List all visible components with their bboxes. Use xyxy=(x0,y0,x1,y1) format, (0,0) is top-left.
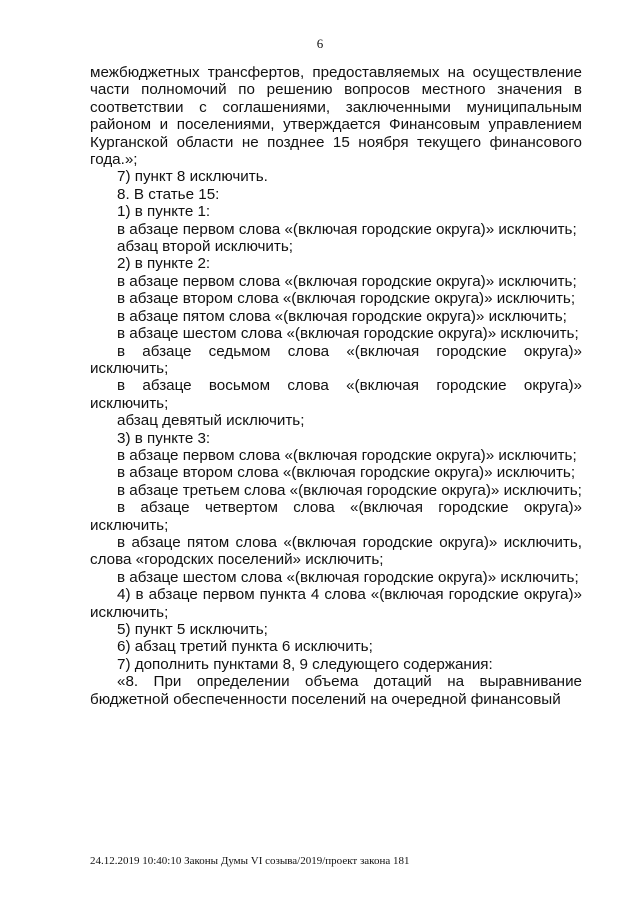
paragraph: 7) дополнить пунктами 8, 9 следующего содержания: xyxy=(117,655,493,673)
paragraph: в абзаце втором слова «(включая городские округа)» исключить; xyxy=(117,290,576,308)
paragraph: 7) пункт 8 исключить. xyxy=(117,168,268,186)
document-body xyxy=(90,64,582,708)
paragraph: межбюджетных трансфертов, предоставляемых на осуществление части полномочий по решению вопросов местного значения в соответствии с соглашениями, заключенными муниципальным районом и поселениями, утверждается Финансовым управлением Курганской области не позднее 15 ноября текущего финансового года.»; xyxy=(90,64,582,169)
paragraph: в абзаце шестом слова «(включая городские округа)» исключить; xyxy=(117,568,579,586)
paragraph: 1) в пункте 1: xyxy=(117,203,211,221)
paragraph: в абзаце третьем слова «(включая городские округа)» исключить; xyxy=(117,481,582,499)
paragraph: в абзаце пятом слова «(включая городские округа)» исключить, слова «городских поселений» исключить; xyxy=(90,533,582,569)
paragraph: «8. При определении объема дотаций на выравнивание бюджетной обеспеченности поселений на очередной финансовый xyxy=(90,673,582,708)
paragraph: в абзаце первом слова «(включая городские округа)» исключить; xyxy=(117,272,577,290)
paragraph: в абзаце четвертом слова «(включая городские округа)» исключить; xyxy=(90,499,582,534)
paragraph: 5) пункт 5 исключить; xyxy=(117,621,268,638)
paragraph: 2) в пункте 2: xyxy=(117,255,211,273)
paragraph: абзац второй исключить; xyxy=(117,238,293,256)
paragraph: в абзаце первом слова «(включая городские округа)» исключить; xyxy=(117,446,577,464)
paragraph: абзац девятый исключить; xyxy=(117,412,305,430)
footer: 24.12.2019 10:40:10 Законы Думы VI созыва/2019/проект закона 181 xyxy=(90,855,410,867)
paragraph: в абзаце шестом слова «(включая городские округа)» исключить; xyxy=(117,325,579,343)
paragraph: 6) абзац третий пункта 6 исключить; xyxy=(117,638,373,656)
paragraph: 3) в пункте 3: xyxy=(117,429,211,447)
paragraph: в абзаце втором слова «(включая городские округа)» исключить; xyxy=(117,464,576,482)
paragraph: в абзаце пятом слова «(включая городские округа)» исключить; xyxy=(117,307,567,325)
paragraph: 8. В статье 15: xyxy=(117,185,220,203)
paragraph: в абзаце первом слова «(включая городские округа)» исключить; xyxy=(117,220,577,238)
paragraph: 4) в абзаце первом пункта 4 слова «(включая городские округа)» исключить; xyxy=(90,586,582,621)
paragraph: в абзаце восьмом слова «(включая городские округа)» исключить; xyxy=(90,377,582,412)
page-number: 6 xyxy=(316,36,324,51)
paragraph: в абзаце седьмом слова «(включая городские округа)» исключить; xyxy=(90,342,582,377)
